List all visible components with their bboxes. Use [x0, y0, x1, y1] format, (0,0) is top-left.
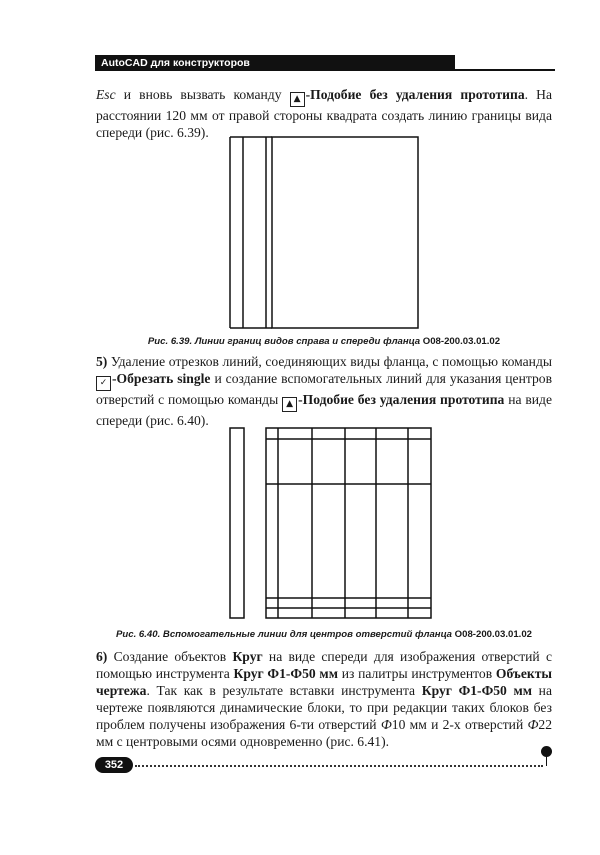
text-run: на виде спереди (рис. 6.40).	[96, 392, 553, 428]
caption-text: Рис. 6.39. Линии границ видов справа и спереди фланца	[147, 336, 423, 347]
text-run: . Так как в результате вставки инструмента	[146, 683, 422, 698]
command-trim: -Обрезать single	[112, 371, 211, 386]
text-run: на чертеже появляются динамические блоки, то при редакции таких блоков без проблем получены изображения 6-ти отверстий	[96, 683, 552, 732]
similar-icon: ▲	[290, 92, 305, 107]
step-number: 5)	[96, 354, 108, 369]
text-run: 10 мм и 2-х отверстий	[391, 717, 528, 732]
text-run: 22 мм с центровыми осями одновременно (рис. 6.41).	[96, 717, 552, 749]
running-header	[95, 55, 455, 71]
front-view-square	[272, 137, 418, 328]
figure-6-40	[228, 425, 434, 621]
paragraph-step-5	[96, 353, 552, 429]
diameter-symbol: Ф	[380, 717, 392, 732]
paragraph-esc	[96, 86, 552, 141]
caption-text: Рис. 6.40. Вспомогательные линии для центров отверстий фланца	[115, 629, 455, 640]
command-similar: -Подобие без удаления прототипа	[305, 87, 525, 102]
figure-6-39	[228, 134, 422, 330]
text-run: Удаление отрезков линий, соединяющих виды фланца, с помощью команды	[107, 354, 552, 369]
drawing-code: О08-200.03.01.02	[422, 336, 501, 347]
object-circle: Круг	[232, 649, 263, 664]
diameter-symbol: Ф	[527, 717, 539, 732]
text-run: . На расстоянии 120 мм от правой стороны квадрата создать линию границы вида спереди (рис. 6.39).	[96, 87, 553, 140]
running-header-title: AutoCAD для конструкторов	[101, 57, 250, 69]
text-run: Создание объектов	[107, 649, 233, 664]
text-run: на виде спереди для изображения отверстий с помощью инструмента	[96, 649, 552, 681]
text-run: и создание вспомогательных линий для указания центров отверстий с помощью команды	[96, 371, 552, 407]
command-similar: -Подобие без удаления прототипа	[298, 392, 505, 407]
text-run: из палитры инструментов	[337, 666, 496, 681]
text-run: и вновь вызвать команду	[115, 87, 290, 102]
trim-icon: ✓	[96, 376, 111, 391]
footer-marker	[541, 746, 552, 757]
similar-icon: ▲	[282, 397, 297, 412]
tool-circle-name: Круг Ф1-Ф50 мм	[233, 666, 338, 681]
palette-name: Объекты чертежа	[96, 666, 552, 698]
page-number: 352	[95, 757, 133, 773]
footer-marker-stem	[546, 756, 547, 766]
esc-key-text: Esc	[96, 87, 116, 102]
caption-6-39	[96, 336, 552, 347]
paragraph-step-6	[96, 648, 552, 750]
drawing-code: О08-200.03.01.02	[454, 629, 533, 640]
side-view-rect	[230, 428, 244, 618]
footer-dotted-rule	[135, 765, 543, 767]
tool-circle-name: Круг Ф1-Ф50 мм	[421, 683, 533, 698]
header-rule	[455, 69, 555, 71]
step-number: 6)	[96, 649, 108, 664]
front-view-rect	[266, 428, 431, 618]
caption-6-40	[96, 629, 552, 640]
